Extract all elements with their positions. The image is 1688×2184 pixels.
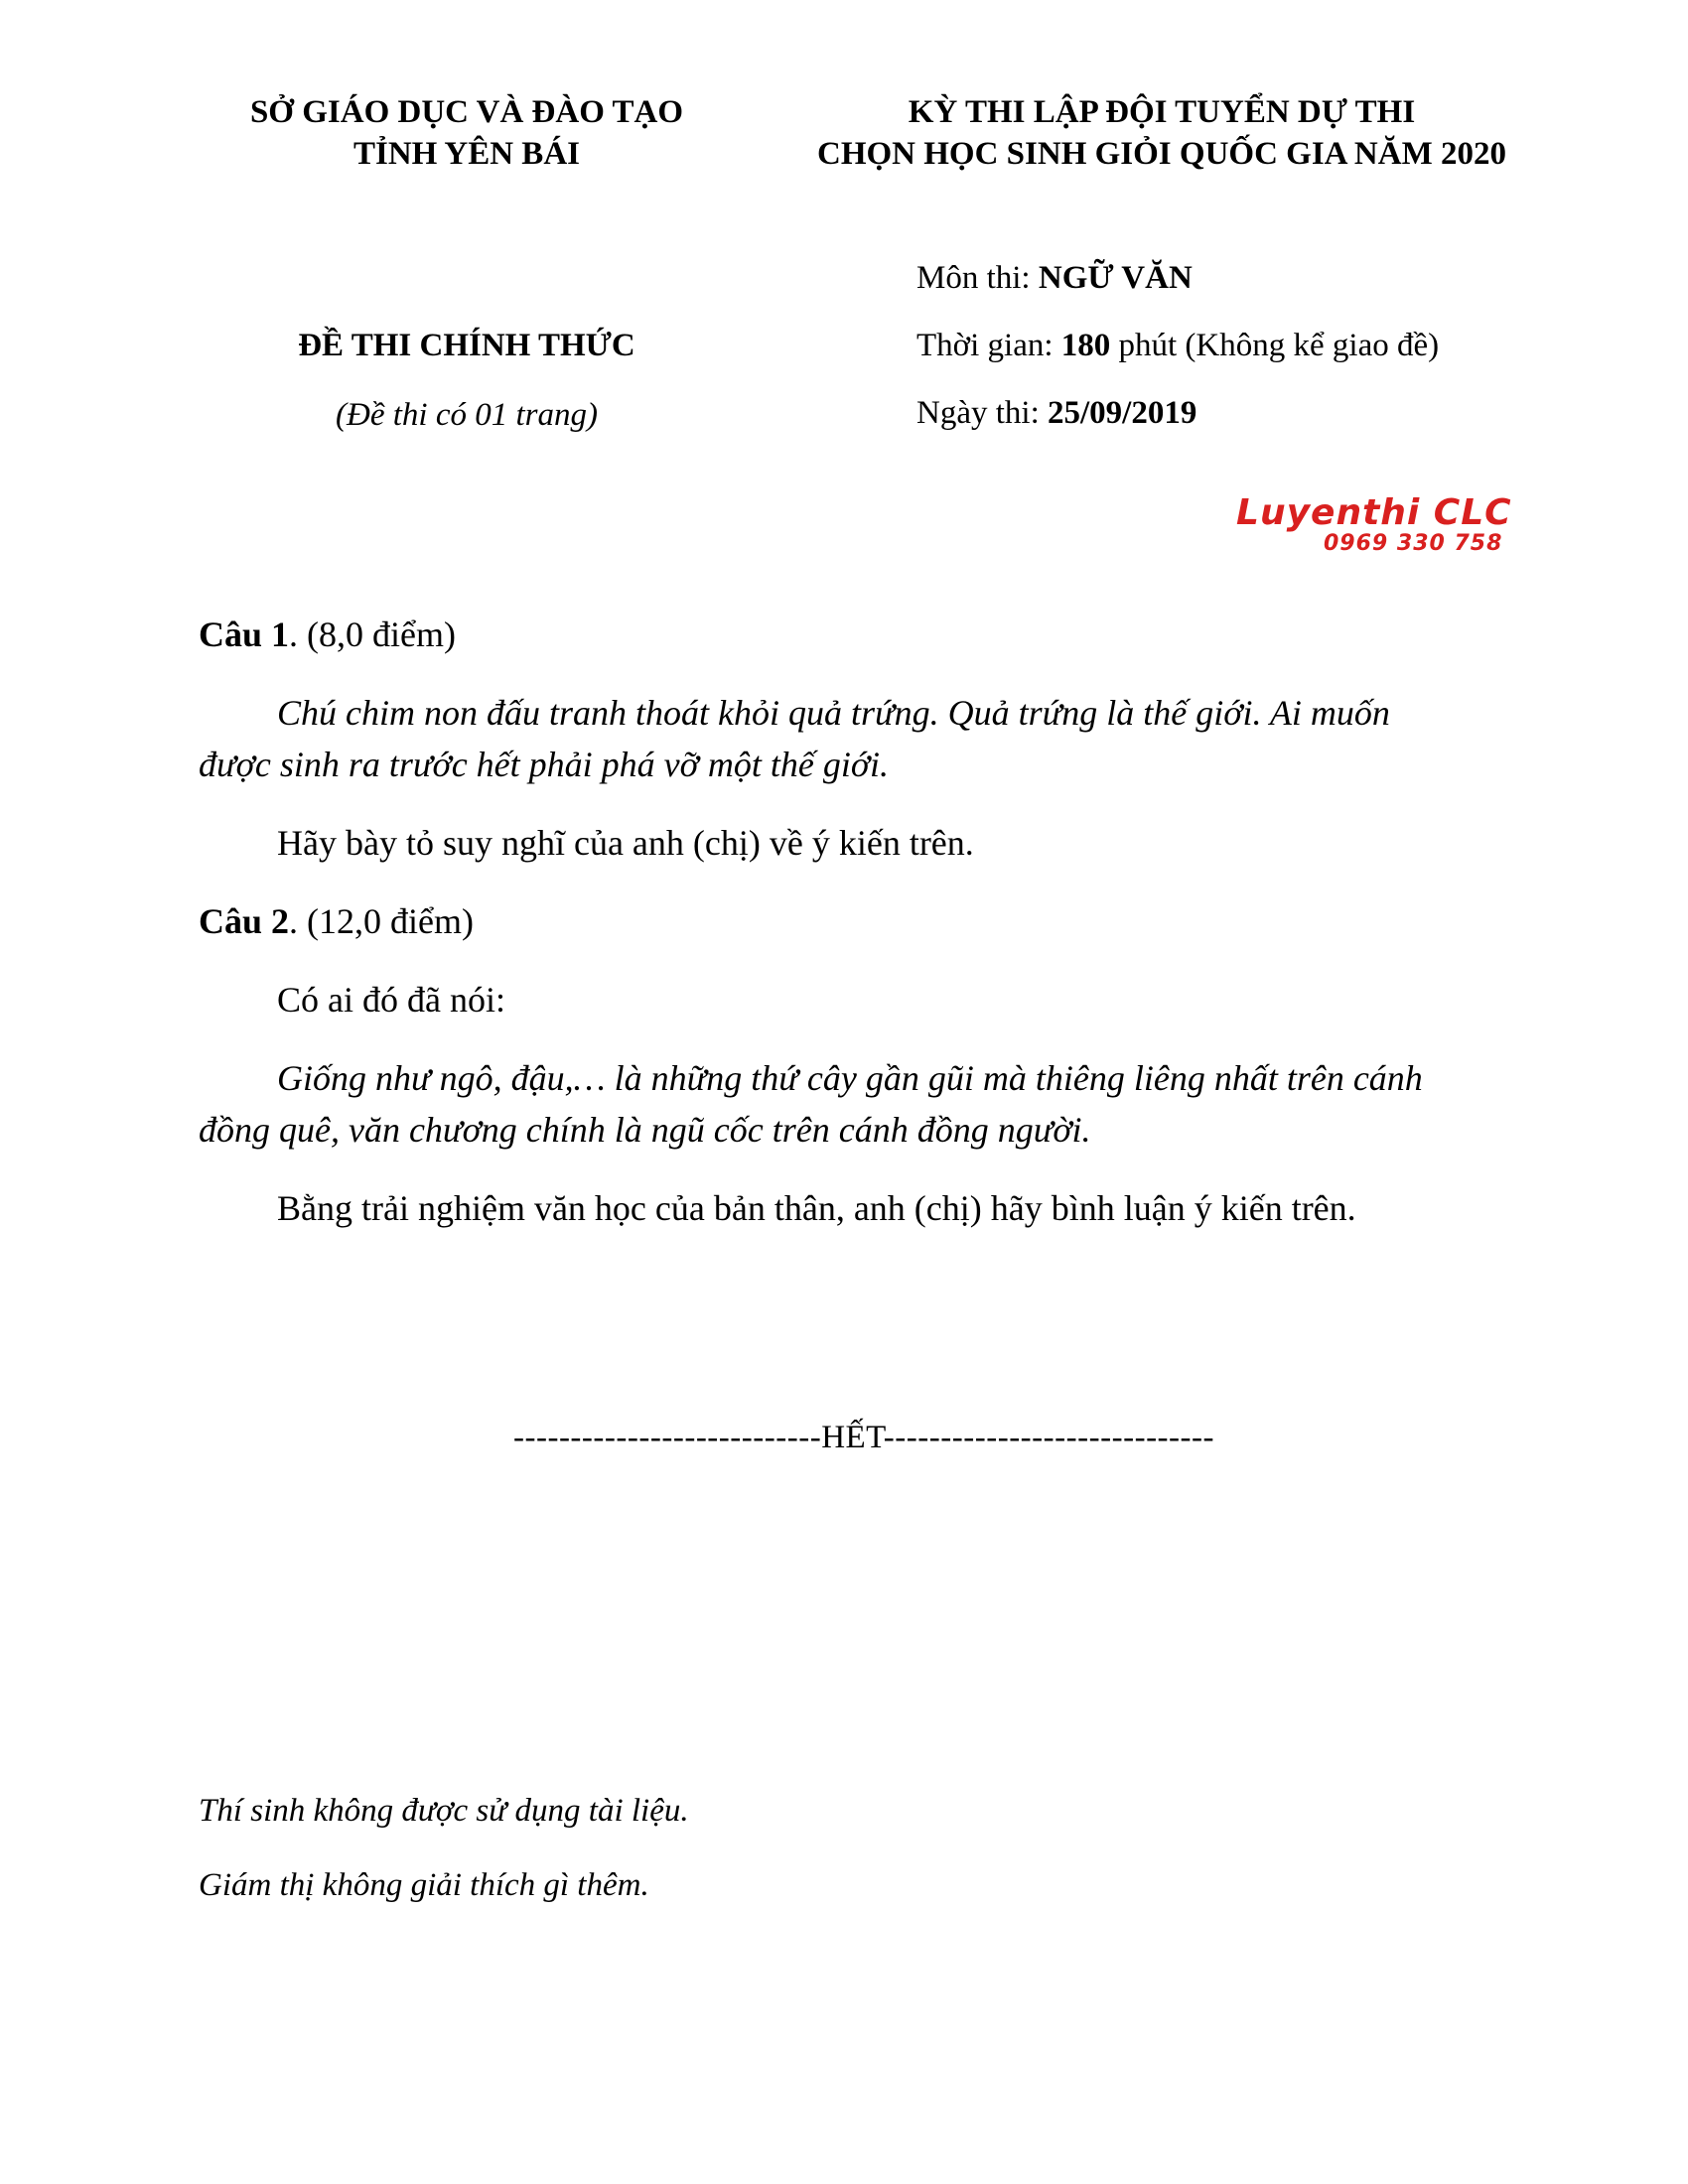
end-marker: ---------------------------HẾT----------------------------- (512, 1420, 1215, 1455)
exam-title-line1: KỲ THI LẬP ĐỘI TUYỂN DỰ THI (908, 94, 1416, 130)
subject-label: Môn thi: (916, 260, 1039, 296)
subject-value: NGỮ VĂN (1038, 260, 1193, 296)
duration-label: Thời gian: (916, 328, 1061, 363)
logo-phone: 0969 330 758 (1324, 531, 1503, 556)
question2-intro: Có ai đó đã nói: (277, 980, 505, 1020)
page-count-note: (Đề thi có 01 trang) (336, 397, 598, 433)
question1-points: . (8,0 điểm) (289, 614, 456, 654)
official-exam-label: ĐỀ THI CHÍNH THỨC (298, 328, 635, 363)
question2-quote-line1: Giống như ngô, đậu,… là những thứ cây gần gũi mà thiêng liêng nhất trên cánh (277, 1058, 1423, 1098)
subject-line (916, 260, 1193, 297)
exam-title-line2: CHỌN HỌC SINH GIỎI QUỐC GIA NĂM 2020 (817, 136, 1506, 172)
question1-label: Câu 1 (199, 614, 290, 654)
date-line (916, 395, 1196, 432)
footer-note-materials: Thí sinh không được sử dụng tài liệu. (199, 1793, 689, 1829)
exam-header (735, 91, 1589, 175)
question1-prompt: Hãy bày tỏ suy nghĩ của anh (chị) về ý kiến trên. (277, 823, 974, 863)
logo-text: Luyenthi CLC (1236, 492, 1512, 533)
watermark-logo (1236, 493, 1564, 563)
duration-suffix: phút (Không kể giao đề) (1110, 328, 1440, 363)
date-label: Ngày thi: (916, 395, 1048, 431)
question2-label: Câu 2 (199, 901, 290, 941)
question2-heading (199, 895, 474, 947)
question1-heading (199, 609, 456, 660)
question2-quote-line2: đồng quê, văn chương chính là ngũ cốc trên cánh đồng người. (199, 1110, 1091, 1150)
question1-quote-line2: được sinh ra trước hết phải phá vỡ một thế giới. (199, 745, 890, 784)
duration-value: 180 (1060, 328, 1111, 363)
duration-line (916, 328, 1439, 364)
province-name: TỈNH YÊN BÁI (353, 136, 580, 172)
department-name: SỞ GIÁO DỤC VÀ ĐÀO TẠO (249, 94, 684, 130)
footer-note-proctor: Giám thị không giải thích gì thêm. (199, 1867, 649, 1903)
question2-points: . (12,0 điểm) (289, 901, 474, 941)
question1-quote-line1: Chú chim non đấu tranh thoát khỏi quả trứng. Quả trứng là thế giới. Ai muốn (277, 693, 1390, 733)
question2-prompt: Bằng trải nghiệm văn học của bản thân, anh (chị) hãy bình luận ý kiến trên. (277, 1188, 1356, 1228)
department-header (199, 91, 735, 175)
date-value: 25/09/2019 (1047, 395, 1197, 431)
